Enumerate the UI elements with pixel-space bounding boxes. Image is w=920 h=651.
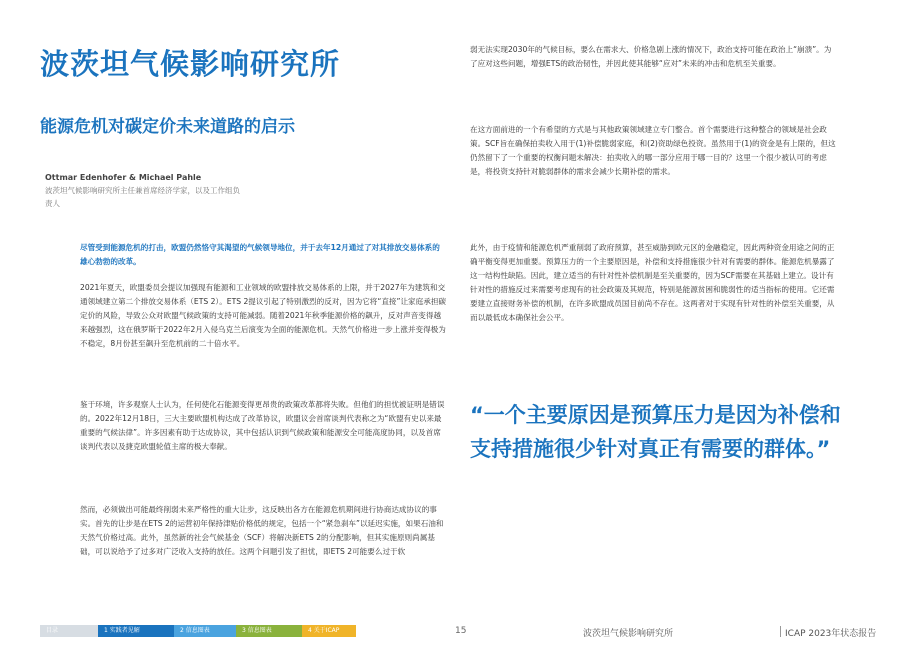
- footer-section-title: 波茨坦气候影响研究所: [583, 629, 674, 639]
- footer-tab-insights[interactable]: [98, 625, 174, 637]
- right-paragraph-3: 此外，由于疫情和能源危机严重削弱了政府预算，甚至威胁到欧元区的金融稳定，因此两种资金用途之间的正确平衡变得更加重要。预算压力的一个主要原因是，补偿和支持措施很少针对有需要的群体。能源危机暴露了这一结构性缺陷。因此，建立适当的有针对性补偿机制是至关重要的，因为SCF需要在其基础上建立。设计有针对性的措施反过来需要考虑现有的社会政策及其规范，特别是能源贫困和脆弱性的适当指标的使用。它还需要建立直接财务补偿的机制，在许多欧盟成员国目前尚不存在。这两者对于实现有针对性的补偿至关重要，从而以最低成本确保社会公平。: [470, 243, 835, 322]
- footer-tab-label: 目录: [46, 627, 59, 634]
- footer-report-title: ICAP 2023年状态报告: [785, 629, 877, 639]
- body-paragraph-2: 鉴于环境，许多观察人士认为，任何使化石能源变得更昂贵的政策改革都将失败。但他们的担忧被证明是错误的。2022年12月18日，三大主要欧盟机构达成了改革协议，欧盟议会首席谈判代表称之为“欧盟有史以来最重要的气候法律”。许多因素有助于达成协议，其中包括认识到气候政策和能源安全可能高度协同，以及首席谈判代表以及捷克欧盟轮值主席的极大奉献。: [80, 400, 445, 451]
- footer-tab-label: 3 信息图表: [242, 627, 272, 634]
- author-names: Ottmar Edenhofer & Michael Pahle: [45, 173, 202, 182]
- footer-tab-label: 4 关于ICAP: [308, 627, 340, 634]
- body-paragraph-1: 2021年夏天，欧盟委员会提议加强现有能源和工业领域的欧盟排放交易体系的上限，并于2027年为建筑和交通领域建立第二个排放交易体系（ETS 2）。ETS 2提议引起了特别激烈的反对，因为它将“直接”让家庭承担碳定价的风险，导致公众对欧盟气候政策的支持可能减弱。随着2021年秋季能源价格的飙升，反对声音变得越来越强烈，这在俄罗斯于2022年2月入侵乌克兰后演变为全面的能源危机。天然气价格进一步上涨并变得极为不稳定，8月份甚至飙升至危机前的二十倍水平。: [80, 283, 447, 348]
- footer-tab-label: 2 信息图表: [180, 627, 210, 634]
- footer-divider: [780, 626, 781, 637]
- footer-tab-label: 1 实践者见解: [104, 627, 140, 634]
- footer-tab-infographic-2[interactable]: [174, 625, 236, 637]
- footer-tab-about-icap[interactable]: [302, 625, 356, 637]
- page-subtitle: 能源危机对碳定价未来道路的启示: [40, 117, 295, 137]
- footer-tab-contents[interactable]: [40, 625, 98, 637]
- footer-nav: [40, 625, 356, 637]
- pull-quote: “一个主要原因是预算压力是因为补偿和支持措施很少针对真正有需要的群体。”: [470, 403, 841, 461]
- page-title: 波茨坦气候影响研究所: [40, 47, 341, 81]
- right-paragraph-2: 在这方面前进的一个有希望的方式是与其他政策领域建立专门整合。首个需要进行这种整合的领域是社会政策。SCF旨在确保拍卖收入用于(1)补偿脆弱家庭，和(2)资助绿色投资。虽然用于(1)的资金是有上限的，但这仍然留下了一个重要的权衡问题未解决：拍卖收入的哪一部分应用于哪一目的？这里一个很少被认可的考虑是，将投资支持针对脆弱群体的需求会减少长期补偿的需求。: [470, 125, 836, 176]
- author-affiliation: 波茨坦气候影响研究所主任兼首席经济学家，以及工作组负责人: [45, 186, 240, 208]
- right-paragraph-1: 弱无法实现2030年的气候目标，要么在需求大、价格急剧上涨的情况下，政治支持可能在政治上“崩溃”。为了应对这些问题，增强ETS的政治韧性，并因此使其能够“应对”未来的冲击和危机至关重要。: [470, 45, 832, 68]
- lead-paragraph: 尽管受到能源危机的打击，欧盟仍然恪守其渴望的气候领导地位，并于去年12月通过了对其排放交易体系的雄心勃勃的改革。: [80, 243, 440, 266]
- page-number: 15: [455, 626, 467, 636]
- footer-tab-infographic-3[interactable]: [236, 625, 302, 637]
- body-paragraph-3: 然而，必须做出可能最终削弱未来严格性的重大让步，这反映出各方在能源危机期间进行协商达成协议的事实。首先的让步是在ETS 2的运营初年保持津贴价格低的规定，包括一个“紧急刹车”以延迟实施，如果石油和天然气价格过高。此外，虽然新的社会气候基金（SCF）将解决新ETS 2的分配影响，但其实施原则尚属基础，可以说给予了过多对广泛收入支持的放任。这两个问题引发了担忧，即ETS 2可能要么过于软: [80, 505, 444, 556]
